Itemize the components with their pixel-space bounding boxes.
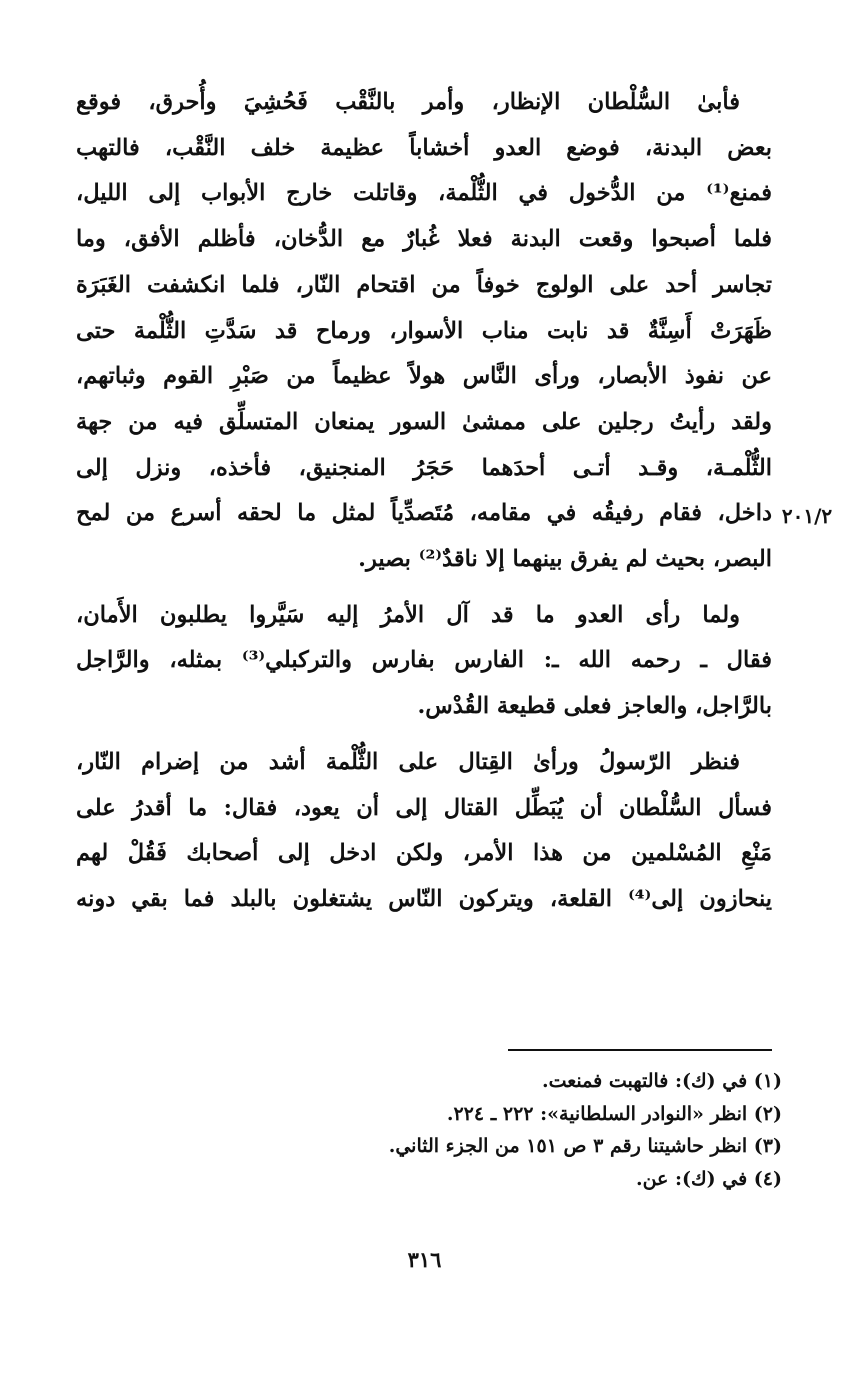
footnote-divider [508,1049,772,1051]
text-line: فسأل السُّلْطان أن يُبَطِّل القتال إلى أن يعود، فقال: ما أقدرُ على [76,794,772,821]
text-line: فمنع⁽¹⁾ من الدُّخول في الثُّلْمة، وقاتلت خارج الأبواب إلى الليل، [76,180,772,207]
text-line: الثُّلْمـة، وقـد أتـى أحدَهما حَجَرُ المنجنيق، فأخذه، ونزل إلى [76,454,772,481]
margin-reference: ٢٠١/٢ [781,504,833,528]
footnote-2: (٢) انظر «النوادر السلطانية»: ٢٢٢ ـ ٢٢٤. [446,1102,782,1125]
main-text [76,80,772,923]
paragraph-1 [76,80,772,583]
footnotes [200,1065,782,1195]
text-line: ولما رأى العدو ما قد آل الأمرُ إليه سَيَّروا يطلبون الأَمان، [76,601,740,628]
paragraph-2 [76,593,772,730]
text-line: ولقد رأيتُ رجلين على ممشىٰ السور يمنعان المتسلِّق فيه من جهة [76,408,772,435]
text-line: بعض البدنة، فوضع العدو أخشاباً عظيمة خلف النَّقْب، فالتهب [76,134,772,161]
paragraph-3 [76,740,772,923]
text-line: فقال ـ رحمه الله ـ: الفارس بفارس والتركبلي⁽³⁾ بمثله، والرَّاجل [76,647,772,674]
text-line: فنظر الرّسولُ ورأىٰ القِتال على الثُّلْمة أشد من إضرام النّار، [76,748,740,775]
text-line: داخل، فقام رفيقُه في مقامه، مُتَصدِّياً لمثل ما لحقه أسرع من لمح [76,500,772,527]
text-line: عن نفوذ الأبصار، ورأى النَّاس هولاً عظيماً من صَبْرِ القوم وثباتهم، [76,363,772,390]
text-line: تجاسر أحد على الولوج خوفاً من اقتحام النّار، فلما انكشفت الغَبَرَة [76,271,772,298]
text-line: ظَهَرَتْ أَسِنَّةٌ قد نابت مناب الأسوار، ورماح قد سَدَّتِ الثُّلْمة حتى [76,317,772,344]
text-line: فأبىٰ السُّلْطان الإنظار، وأمر بالنَّقْب فَحُشِيَ وأُحرق، فوقع [76,89,740,115]
text-line: مَنْعِ المُسْلمين من هذا الأمر، ولكن ادخل إلى أصحابك فَقُلْ لهم [76,840,772,867]
text-line: ينحازون إلى⁽⁴⁾ القلعة، ويتركون النّاس يشتغلون بالبلد فما بقي دونه [76,885,772,912]
page-number: ٣١٦ [407,1247,442,1272]
text-line: فلما أصبحوا وقعت البدنة فعلا غُبارٌ مع الدُّخان، فأظلم الأفق، وما [76,226,772,253]
footnote-4: (٤) في (ك): عن. [635,1167,782,1190]
text-line: بالرَّاجل، والعاجز فعلى قطيعة القُدْس. [417,693,772,720]
footnote-3: (٣) انظر حاشيتنا رقم ٣ ص ١٥١ من الجزء الثاني. [388,1135,782,1157]
text-line: البصر، بحيث لم يفرق بينهما إلا ناقدٌ⁽²⁾ بصير. [358,546,772,573]
footnote-1: (١) في (ك): فالتهبت فمنعت. [541,1070,782,1092]
